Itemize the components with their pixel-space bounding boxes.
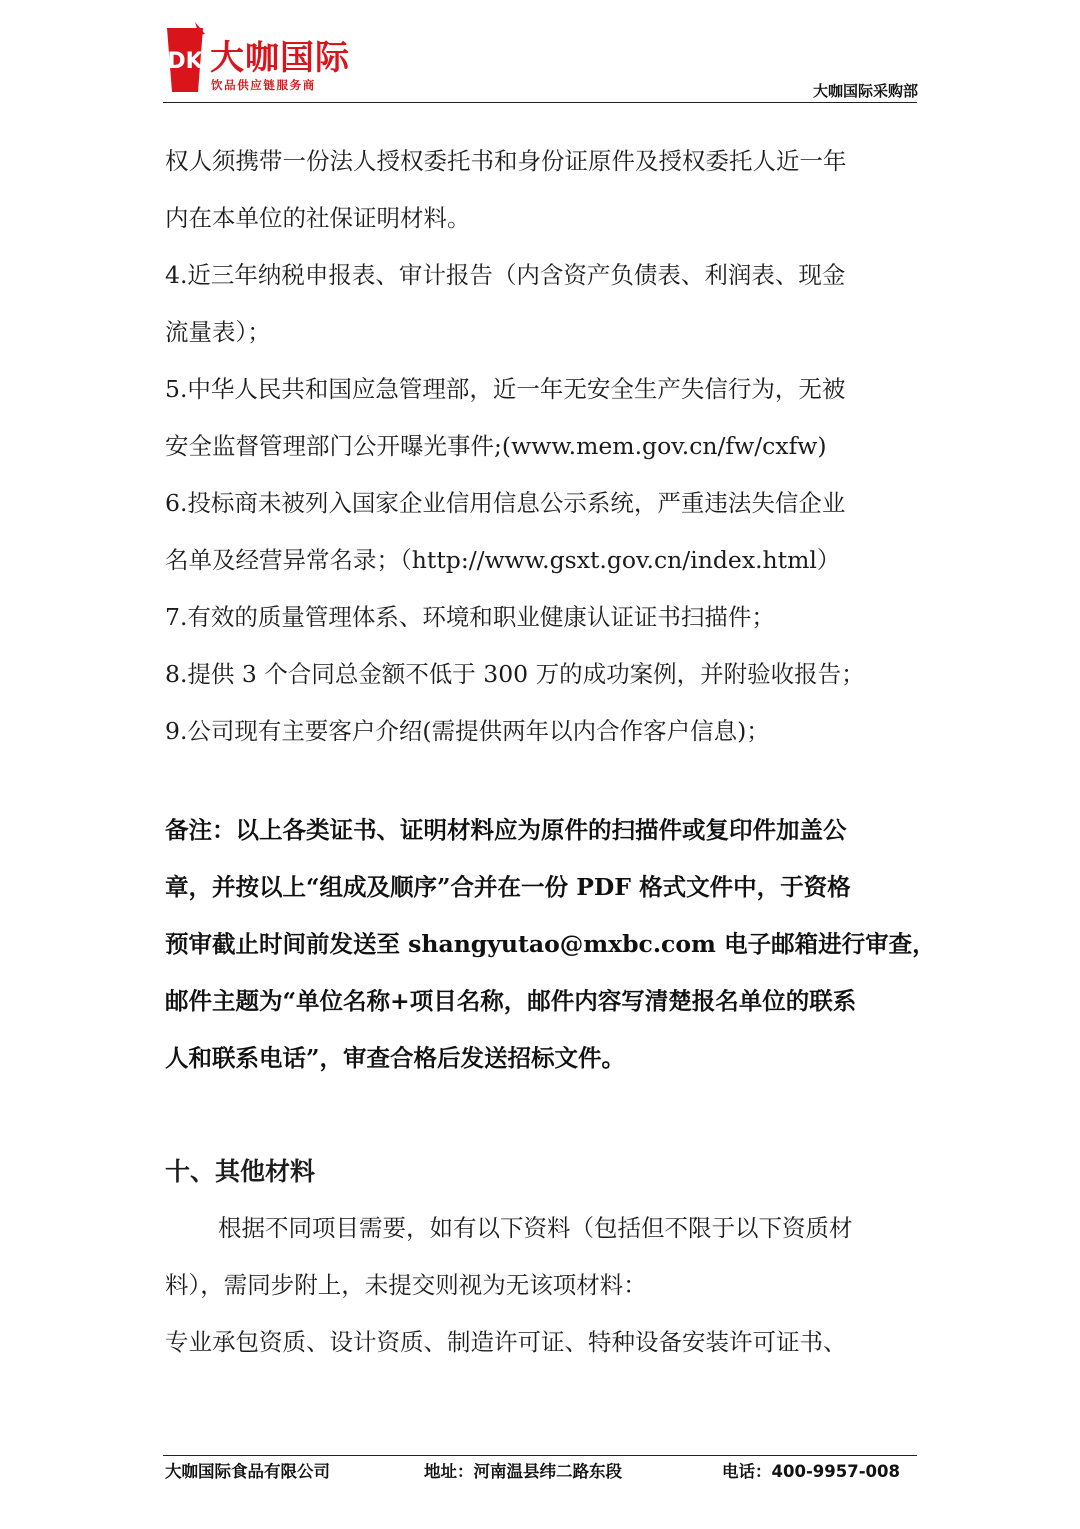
- body-line: 5.中华人民共和国应急管理部，近一年无安全生产失信行为，无被: [165, 375, 846, 403]
- body-line: 安全监督管理部门公开曝光事件;(www.mem.gov.cn/fw/cxfw): [165, 432, 827, 460]
- body-line: 9.公司现有主要客户介绍(需提供两年以内合作客户信息)；: [165, 717, 770, 745]
- footer-phone: 电话：400-9957-008: [722, 1462, 901, 1481]
- note-line: 章，并按以上“组成及顺序”合并在一份 PDF 格式文件中，于资格: [165, 873, 851, 901]
- body-line: 8.提供 3 个合同总金额不低于 300 万的成功案例，并附验收报告；: [165, 660, 865, 688]
- body-line: 内在本单位的社保证明材料。: [165, 204, 471, 232]
- note-line: 邮件主题为“单位名称+项目名称，邮件内容写清楚报名单位的联系: [165, 987, 857, 1015]
- footer-address: 地址：河南温县纬二路东段: [424, 1462, 622, 1481]
- section-line: 料），需同步附上，未提交则视为无该项材料：: [165, 1271, 647, 1299]
- section-heading: 十、其他材料: [165, 1157, 316, 1186]
- body-line: 名单及经营异常名录；（http://www.gsxt.gov.cn/index.html）: [165, 546, 841, 574]
- svg-text:DK: DK: [167, 49, 203, 74]
- body-line: 6.投标商未被列入国家企业信用信息公示系统，严重违法失信企业: [165, 489, 846, 517]
- note-line: 备注：以上各类证书、证明材料应为原件的扫描件或复印件加盖公: [165, 816, 847, 844]
- note-line: 预审截止时间前发送至 shangyutao@mxbc.com 电子邮箱进行审查，: [165, 930, 936, 958]
- body-line: 权人须携带一份法人授权委托书和身份证原件及授权委托人近一年: [165, 147, 847, 175]
- company-logo: [163, 22, 383, 98]
- section-line: 专业承包资质、设计资质、制造许可证、特种设备安装许可证书、: [165, 1328, 847, 1356]
- body-line: 4.近三年纳税申报表、审计报告（内含资产负债表、利润表、现金: [165, 261, 846, 289]
- note-line: 人和联系电话”，审查合格后发送招标文件。: [165, 1044, 626, 1072]
- logo-name: 大咖国际: [210, 38, 350, 78]
- dk-cup-logo-icon: [163, 22, 207, 96]
- footer-divider: [163, 1455, 917, 1456]
- logo-tagline: 饮品供应链服务商: [211, 78, 316, 92]
- header-divider: [163, 102, 917, 103]
- department-label: 大咖国际采购部: [812, 82, 918, 100]
- body-line: 流量表）；: [165, 318, 271, 346]
- section-line: 根据不同项目需要，如有以下资料（包括但不限于以下资质材: [218, 1214, 853, 1242]
- footer-company: 大咖国际食品有限公司: [165, 1462, 330, 1481]
- body-line: 7.有效的质量管理体系、环境和职业健康认证证书扫描件；: [165, 603, 775, 631]
